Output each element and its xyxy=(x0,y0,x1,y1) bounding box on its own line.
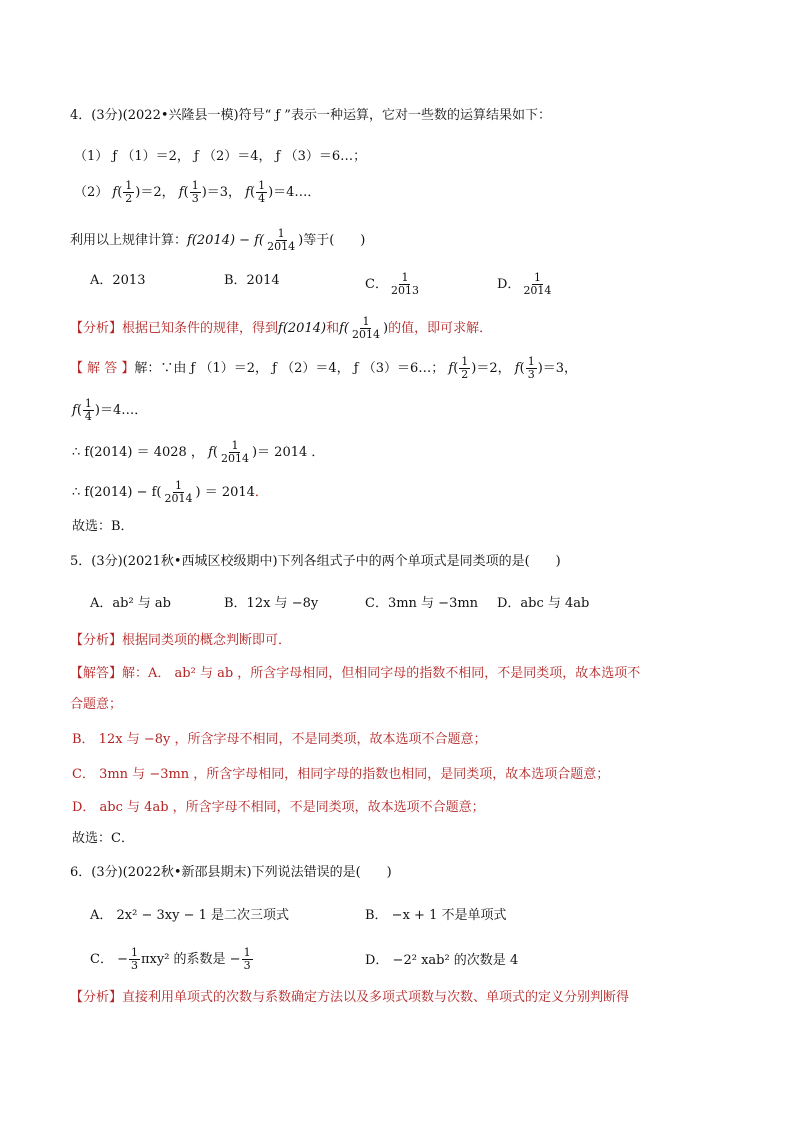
rule2-eq4: ＝4…． xyxy=(273,185,321,200)
q4-option-a: A．2013 xyxy=(90,273,146,288)
solution-text: ) ＝ 2014 xyxy=(195,485,255,500)
q6-option-a: A． 2x² − 3xy − 1 是二次三项式 xyxy=(90,908,289,923)
frac-den: 3 xyxy=(243,959,251,972)
q5-solution-line-b: B． 12x 与 −8y ，所含字母不相同，不是同类项，故本选项不合题意； xyxy=(72,732,487,747)
option-label: C． xyxy=(365,277,388,292)
q5-solution-line-a xyxy=(70,665,640,683)
solution-text: ∴ f(2014) − f( xyxy=(72,485,162,500)
analysis-expr: f(2014) xyxy=(278,321,327,336)
solution-text: ＝2， xyxy=(476,361,511,376)
calc-expr: f(2014) − f( xyxy=(187,233,265,248)
frac-den: 2014 xyxy=(351,328,380,341)
q4-choose: 故选：B． xyxy=(72,519,134,534)
solution-tag: 【 解 答 】 xyxy=(70,361,135,376)
analysis-text: 和 xyxy=(326,321,340,336)
solution-end-mark: ． xyxy=(254,485,268,500)
q5-solution-line-d: D． abc 与 4ab ，所含字母不相同，不是同类项，故本选项不合题意； xyxy=(72,800,485,815)
option-c-fraction xyxy=(242,947,253,972)
rule2-eq3: ＝3， xyxy=(206,185,242,200)
frac-num: 1 xyxy=(533,271,541,284)
fraction-half xyxy=(123,180,134,205)
f-symbol: f xyxy=(112,185,118,200)
paren: ( xyxy=(183,185,189,200)
paren: ) xyxy=(201,185,207,200)
q5-header: 5．(3分)(2021秋•西城区校级期中)下列各组式子中的两个单项式是同类项的是( ) xyxy=(70,554,561,569)
frac-num: 1 xyxy=(130,946,138,959)
analysis-text: 直接利用单项式的次数与系数确定方法以及多项式项数与次数、单项式的定义分别判断得 xyxy=(122,990,630,1005)
rule2-eq2: ＝2， xyxy=(140,185,175,200)
solution-text: ∴ f(2014) ＝ 4028 ， xyxy=(72,445,204,460)
frac-num: 1 xyxy=(362,315,370,328)
analysis-text: 的值，即可求解． xyxy=(388,321,493,336)
option-c-fraction xyxy=(129,947,140,972)
q5-option-a: A．ab² 与 ab xyxy=(90,596,172,611)
q4-calc xyxy=(70,228,365,253)
q5-option-d: D．abc 与 4ab xyxy=(497,596,590,611)
q4-solution-line-1: 【 解 答 】解：∵由 ƒ （1）＝2， ƒ （2）＝4， ƒ （3）＝6…； f( $\frac{1}{2}$ )＝2， f( $\frac{1}{3}$ )＝3， xyxy=(70,355,578,381)
frac-num: 1 xyxy=(243,946,251,959)
fraction-half: $\frac{1}{2}$ xyxy=(461,355,469,381)
q6-header: 6．(3分)(2022秋•新邵县期末)下列说法错误的是( ) xyxy=(70,865,392,880)
frac-den: 3 xyxy=(191,192,199,205)
q4-solution-line-2: f( $\frac{1}{4}$ )＝4…． xyxy=(72,397,148,423)
q5-option-c: C．3mn 与 −3mn xyxy=(365,596,479,611)
rule2-prefix: （2） xyxy=(74,185,113,200)
q5-choose: 故选：C． xyxy=(72,831,134,846)
option-c-fraction xyxy=(389,272,421,297)
q5-analysis xyxy=(70,632,291,650)
frac-den: 3 xyxy=(130,959,138,972)
fraction-quarter xyxy=(256,180,267,205)
q5-solution-line-a2: 合题意； xyxy=(70,697,123,712)
q4-analysis xyxy=(70,316,492,341)
analysis-tag: 【分析】 xyxy=(70,990,123,1005)
option-d-fraction xyxy=(521,272,553,297)
analysis-text: 根据已知条件的规律，得到 xyxy=(122,321,279,336)
option-text: C． − xyxy=(90,952,128,967)
fraction-third xyxy=(190,180,201,205)
frac-num: 1 xyxy=(125,179,133,192)
f-symbol: f xyxy=(245,185,250,200)
calc-fraction xyxy=(265,228,297,253)
q4-option-d xyxy=(497,272,554,297)
q6-option-c xyxy=(90,947,254,972)
q4-option-b: B．2014 xyxy=(224,273,280,288)
analysis-tag: 【分析】 xyxy=(70,321,123,336)
solution-text: ＝ 2014 ． xyxy=(257,445,325,460)
analysis-text: 根据同类项的概念判断即可． xyxy=(122,633,292,648)
frac-num: 1 xyxy=(401,271,409,284)
fraction-2014: $\frac{1}{2014}$ xyxy=(220,439,249,465)
frac-den: 2 xyxy=(125,192,133,205)
q4-rule-1: （1） ƒ （1）＝2， ƒ （2）＝4， ƒ （3）＝6…； xyxy=(74,149,367,164)
option-label: D． xyxy=(497,277,521,292)
frac-num: 1 xyxy=(258,179,266,192)
frac-den: 2013 xyxy=(390,284,419,297)
paren: ( xyxy=(117,185,123,200)
q5-solution-line-c: C． 3mn 与 −3mn ，所含字母相同，相同字母的指数也相同，是同类项，故本选项合题意； xyxy=(72,767,610,782)
option-text: πxy² 的系数是 − xyxy=(140,952,241,967)
fraction-quarter: $\frac{1}{4}$ xyxy=(84,397,92,423)
solution-text: 解：A． ab² 与 ab ，所含字母相同，但相同字母的指数不相同，不是同类项，故本选项不 xyxy=(122,666,641,681)
frac-den: 4 xyxy=(258,192,266,205)
frac-num: 1 xyxy=(277,227,285,240)
analysis-fraction xyxy=(350,316,382,341)
calc-suffix: 等于( ) xyxy=(303,233,366,248)
frac-den: 2014 xyxy=(267,240,296,253)
analysis-tag: 【分析】 xyxy=(70,633,123,648)
q6-option-d: D． −2² xab² 的次数是 4 xyxy=(365,953,519,968)
f-symbol: f xyxy=(178,185,184,200)
q4-solution-line-3: ∴ f(2014) ＝ 4028 ， f( $\frac{1}{2014}$ )＝ 2014 ． xyxy=(72,439,325,465)
q5-option-b: B．12x 与 −8y xyxy=(224,596,319,611)
solution-text: 解：∵由 ƒ （1）＝2， ƒ （2）＝4， ƒ （3）＝6…； xyxy=(134,361,445,376)
calc-prefix: 利用以上规律计算： xyxy=(70,233,188,248)
paren: ) xyxy=(268,185,274,200)
solution-text: ＝3， xyxy=(542,361,578,376)
frac-den: 2014 xyxy=(523,284,552,297)
q4-header: 4．(3分)(2022•兴隆县一模)符号“ ƒ ”表示一种运算，它对一些数的运算结果如下： xyxy=(70,108,551,123)
q6-option-b: B． −x + 1 不是单项式 xyxy=(365,908,507,923)
solution-text: ＝4…． xyxy=(99,403,148,418)
q4-rule-2 xyxy=(74,180,320,205)
fraction-2014: $\frac{1}{2014}$ xyxy=(164,479,193,505)
analysis-expr: ) xyxy=(382,321,389,336)
analysis-expr: f( xyxy=(339,321,349,336)
calc-expr-close: ) xyxy=(298,233,304,248)
paren: ) xyxy=(135,185,141,200)
q4-option-c xyxy=(365,272,422,297)
q6-analysis xyxy=(70,989,629,1007)
paren: ( xyxy=(250,185,256,200)
q4-solution-line-4 xyxy=(72,480,268,505)
solution-tag: 【解答】 xyxy=(70,666,123,681)
fraction-third: $\frac{1}{3}$ xyxy=(527,355,535,381)
frac-num: 1 xyxy=(191,179,199,192)
